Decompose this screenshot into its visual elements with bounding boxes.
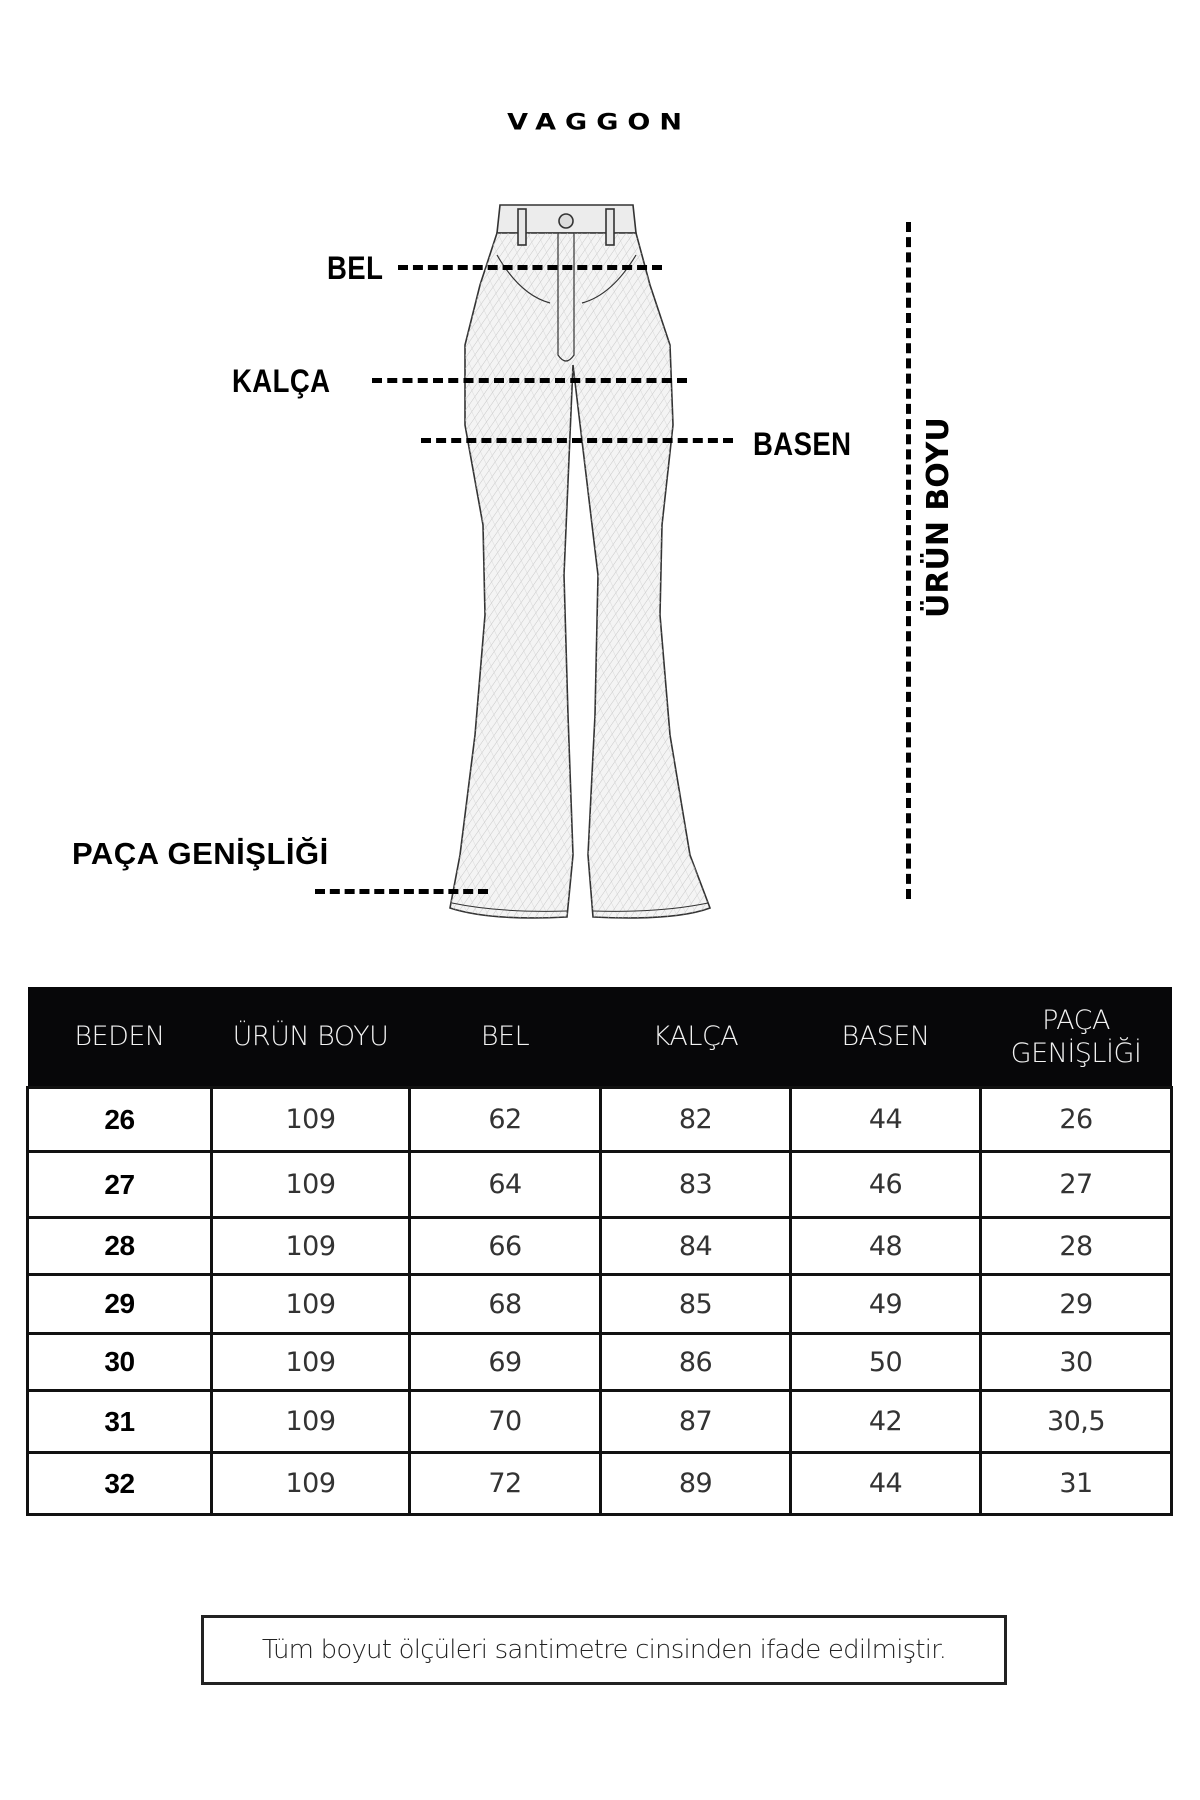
header-hem-line1: PAÇA	[1042, 1004, 1110, 1036]
cell-size: 27	[28, 1152, 212, 1218]
label-length: ÜRÜN BOYU	[921, 417, 956, 618]
jeans-illustration	[440, 195, 730, 930]
cell-hip: 87	[601, 1391, 791, 1453]
hip-dashed-line	[372, 378, 687, 383]
header-waist: BEL	[410, 987, 601, 1088]
cell-waist: 64	[410, 1152, 601, 1218]
header-hem-width	[981, 987, 1172, 1088]
cell-waist: 72	[410, 1453, 601, 1515]
cell-basen: 50	[791, 1334, 981, 1391]
cell-hem-width: 30	[981, 1334, 1172, 1391]
table-row	[28, 1453, 1172, 1515]
table-header-row	[28, 987, 1172, 1088]
cell-length: 109	[212, 1088, 410, 1152]
header-hip: KALÇA	[601, 987, 791, 1088]
cell-size: 32	[28, 1453, 212, 1515]
cell-basen: 44	[791, 1453, 981, 1515]
cell-size: 30	[28, 1334, 212, 1391]
cell-basen: 44	[791, 1088, 981, 1152]
cell-hem-width: 30,5	[981, 1391, 1172, 1453]
cell-waist: 66	[410, 1218, 601, 1275]
cell-hem-width: 26	[981, 1088, 1172, 1152]
cell-hip: 85	[601, 1275, 791, 1334]
jeans-body	[450, 205, 710, 918]
cell-hip: 82	[601, 1088, 791, 1152]
label-hem-width: PAÇA GENİŞLİĞİ	[72, 836, 329, 871]
cell-length: 109	[212, 1391, 410, 1453]
table-row	[28, 1334, 1172, 1391]
table-row	[28, 1391, 1172, 1453]
cell-length: 109	[212, 1453, 410, 1515]
cell-length: 109	[212, 1334, 410, 1391]
cell-hip: 86	[601, 1334, 791, 1391]
table-row	[28, 1218, 1172, 1275]
cell-size: 28	[28, 1218, 212, 1275]
units-note	[201, 1615, 1007, 1685]
table-row	[28, 1152, 1172, 1218]
label-basen: BASEN	[753, 426, 852, 462]
cell-basen: 49	[791, 1275, 981, 1334]
cell-waist: 69	[410, 1334, 601, 1391]
cell-hip: 89	[601, 1453, 791, 1515]
cell-size: 26	[28, 1088, 212, 1152]
label-waist: BEL	[327, 250, 384, 286]
table-row	[28, 1088, 1172, 1152]
table-row	[28, 1275, 1172, 1334]
cell-hem-width: 28	[981, 1218, 1172, 1275]
header-hem-line2: GENİŞLİĞİ	[1010, 1037, 1142, 1069]
header-length: ÜRÜN BOYU	[212, 987, 410, 1088]
cell-basen: 42	[791, 1391, 981, 1453]
length-dashed-line	[906, 222, 911, 899]
cell-length: 109	[212, 1275, 410, 1334]
cell-hem-width: 31	[981, 1453, 1172, 1515]
cell-waist: 62	[410, 1088, 601, 1152]
cell-hem-width: 29	[981, 1275, 1172, 1334]
header-size: BEDEN	[28, 987, 212, 1088]
cell-waist: 70	[410, 1391, 601, 1453]
cell-length: 109	[212, 1152, 410, 1218]
cell-size: 31	[28, 1391, 212, 1453]
label-hip: KALÇA	[232, 363, 331, 399]
brand-logo: VAGGON	[507, 109, 691, 136]
cell-basen: 48	[791, 1218, 981, 1275]
units-note-text: Tüm boyut ölçüleri santimetre cinsinden ifade edilmiştir.	[261, 1635, 947, 1665]
waist-dashed-line	[398, 265, 662, 270]
size-table	[26, 987, 1173, 1516]
cell-size: 29	[28, 1275, 212, 1334]
cell-hip: 84	[601, 1218, 791, 1275]
basen-dashed-line	[421, 438, 733, 443]
header-basen: BASEN	[791, 987, 981, 1088]
cell-hip: 83	[601, 1152, 791, 1218]
cell-waist: 68	[410, 1275, 601, 1334]
cell-length: 109	[212, 1218, 410, 1275]
cell-hem-width: 27	[981, 1152, 1172, 1218]
hem-dashed-line	[315, 889, 488, 894]
cell-basen: 46	[791, 1152, 981, 1218]
